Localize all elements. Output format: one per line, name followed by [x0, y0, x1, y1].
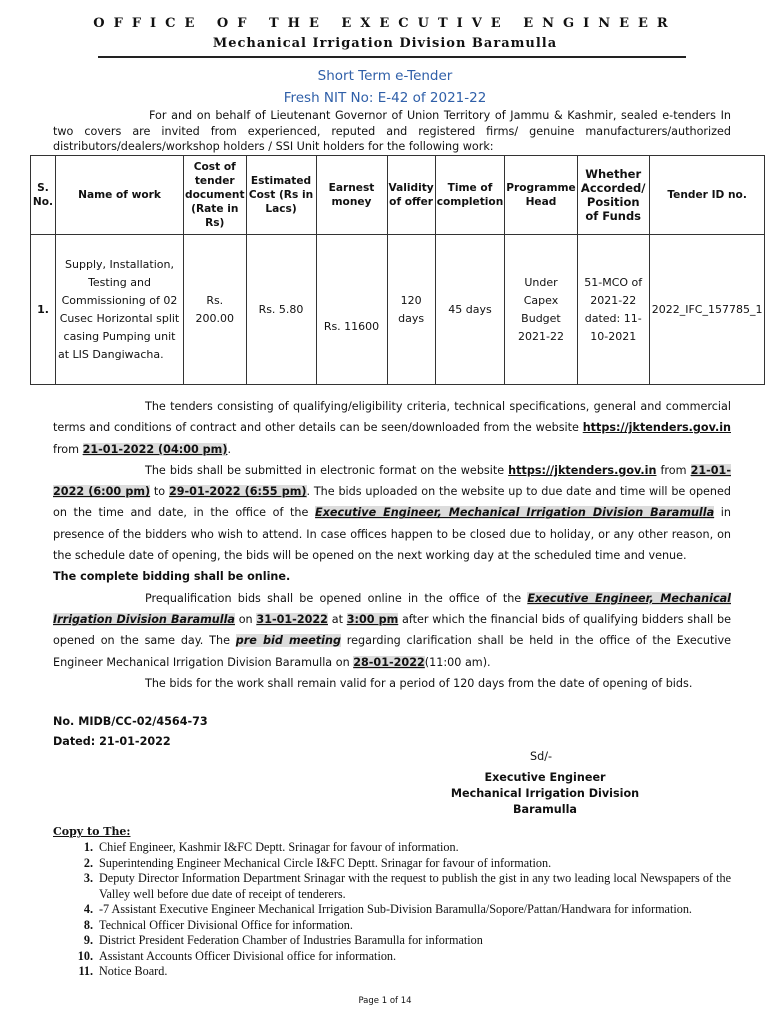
office-name-2: Executive Engineer, Mechanical Irrigation Division Baramulla — [53, 591, 731, 626]
cell-funds: 51-MCO of 2021-22 dated: 11-10-2021 — [577, 235, 649, 385]
list-item: 3. Deputy Director Information Department Srinagar with the request to publish the gist in any two leading local Newspapers of the Valley well before due date of receipt of tenderers. — [83, 871, 731, 901]
office-name: Executive Engineer, Mechanical Irrigation Division Baramulla — [315, 506, 715, 520]
cell-cost: Rs. 200.00 — [184, 235, 247, 385]
pre-bid-meeting: pre bid meeting — [235, 634, 341, 648]
tender-body — [53, 396, 731, 694]
para-prequalification: Prequalification bids shall be opened online in the office of the Executive Engineer, Mechanical Irrigation Division Baramulla on 31-01-2022 at 3:00 pm after which the financial bids of qualifying bidders shall be opened on the same day. The pre bid meeting regarding clarification shall be held in the office of the Executive Engineer Mechanical Irrigation Division Baramulla on 28-01-2022(11:00 am). — [53, 591, 731, 669]
col-estimated: Estimated Cost (Rs in Lacs) — [246, 156, 316, 235]
col-validity: Validity of offer — [387, 156, 435, 235]
cell-time: 45 days — [435, 235, 505, 385]
col-time: Time of completion — [435, 156, 505, 235]
cell-tenderid: 2022_IFC_157785_1 — [649, 235, 765, 385]
copy-to-list — [53, 840, 731, 980]
intro-paragraph — [53, 108, 731, 155]
col-work: Name of work — [56, 156, 184, 235]
submission-start: 21-01-2022 (6:00 pm) — [53, 463, 731, 499]
para-documents: The tenders consisting of qualifying/eligibility criteria, technical specifications, general and commercial terms and conditions of contract and other details can be seen/downloaded from the website https://jktenders.gov.in from 21-01-2022 (04:00 pm). — [53, 400, 731, 456]
cell-work: Supply, Installation, Testing and Commissioning of 02 Cusec Horizontal split casing Pumping unit at LIS Dangiwacha. — [56, 235, 184, 385]
col-funds: Whether Accorded/ Position of Funds — [577, 156, 649, 235]
cell-validity: 120 days — [387, 235, 435, 385]
opening-time: 3:00 pm — [346, 612, 399, 626]
tender-table — [30, 155, 765, 385]
cell-earnest: Rs. 11600 — [316, 235, 387, 385]
col-programme: Programme Head — [505, 156, 578, 235]
list-item: 1. Chief Engineer, Kashmir I&FC Deptt. Srinagar for favour of information. — [83, 840, 459, 854]
list-item: 2. Superintending Engineer Mechanical Circle I&FC Deptt. Srinagar for favour of information. — [83, 855, 552, 870]
para-submission: The bids shall be submitted in electronic format on the website https://jktenders.gov.in from 21-01-2022 (6:00 pm) to 29-01-2022 (6:55 pm). The bids uploaded on the website up to due date and time will be opened on the time and date, in the office of the Executive Engineer, Mechanical Irrigation Division Baramulla in presence of the bidders who wish to attend. In case offices happen to be closed due to holiday, or any other reason, on the schedule date of opening, the bids will be opened on the next working day at the scheduled time and venue. — [53, 463, 732, 563]
division-heading: Mechanical Irrigation Division Baramulla — [212, 36, 558, 51]
col-cost: Cost of tender document (Rate in Rs) — [184, 156, 247, 235]
download-date: 21-01-2022 (04:00 pm) — [82, 442, 228, 456]
table-row — [31, 235, 765, 385]
sd-mark: Sd/- — [530, 750, 553, 763]
copy-to-heading: Copy to The: — [53, 825, 131, 838]
list-item: 10. Assistant Accounts Officer Divisional office for information. — [77, 948, 397, 963]
col-earnest: Earnest money — [316, 156, 387, 235]
cell-programme: Under Capex Budget 2021-22 — [505, 235, 578, 385]
signature-block: Executive Engineer Mechanical Irrigation Division Baramulla — [450, 771, 640, 816]
nit-number-title: Fresh NIT No: E-42 of 2021-22 — [283, 90, 487, 106]
office-heading: OFFICE OF THE EXECUTIVE ENGINEER — [93, 16, 677, 31]
list-item: 11. Notice Board. — [78, 964, 168, 978]
para-validity: The bids for the work shall remain valid for a period of 120 days from the date of opening of bids. — [145, 676, 693, 690]
submission-end: 29-01-2022 (6:55 pm) — [168, 485, 307, 499]
website-link[interactable]: https://jktenders.gov.in — [582, 421, 731, 435]
col-tenderid: Tender ID no. — [649, 156, 765, 235]
list-item: 9. District President Federation Chamber of Industries Baramulla for information — [83, 933, 483, 947]
list-item: 8. Technical Officer Divisional Office for information. — [83, 917, 353, 932]
meeting-date: 28-01-2022 — [353, 655, 425, 669]
table-header-row — [31, 156, 765, 235]
page-footer: Page 1 of 14 — [358, 996, 412, 1006]
opening-date: 31-01-2022 — [256, 612, 328, 626]
reference-number: No. MIDB/CC-02/4564-73 — [53, 715, 208, 728]
online-notice: The complete bidding shall be online. — [53, 570, 291, 584]
cell-sno: 1. — [31, 235, 56, 385]
intro-text: For and on behalf of Lieutenant Governor of Union Territory of Jammu & Kashmir, sealed e-tenders In two covers are invited from experienced, reputed and registered firms/ genuine manufacturers/authorized distributors/dealers/workshop holders / SSI Unit holders for the following work: — [53, 109, 731, 153]
tender-type-title: Short Term e-Tender — [317, 68, 453, 84]
cell-estimated: Rs. 5.80 — [246, 235, 316, 385]
list-item: 4. -7 Assistant Executive Engineer Mechanical Irrigation Sub-Division Baramulla/Sopore/Pattan/Handwara for information. — [83, 902, 692, 916]
header-rule — [98, 56, 686, 58]
col-sno: S. No. — [31, 156, 56, 235]
website-link-2[interactable]: https://jktenders.gov.in — [508, 463, 657, 477]
reference-date: Dated: 21-01-2022 — [53, 735, 171, 748]
